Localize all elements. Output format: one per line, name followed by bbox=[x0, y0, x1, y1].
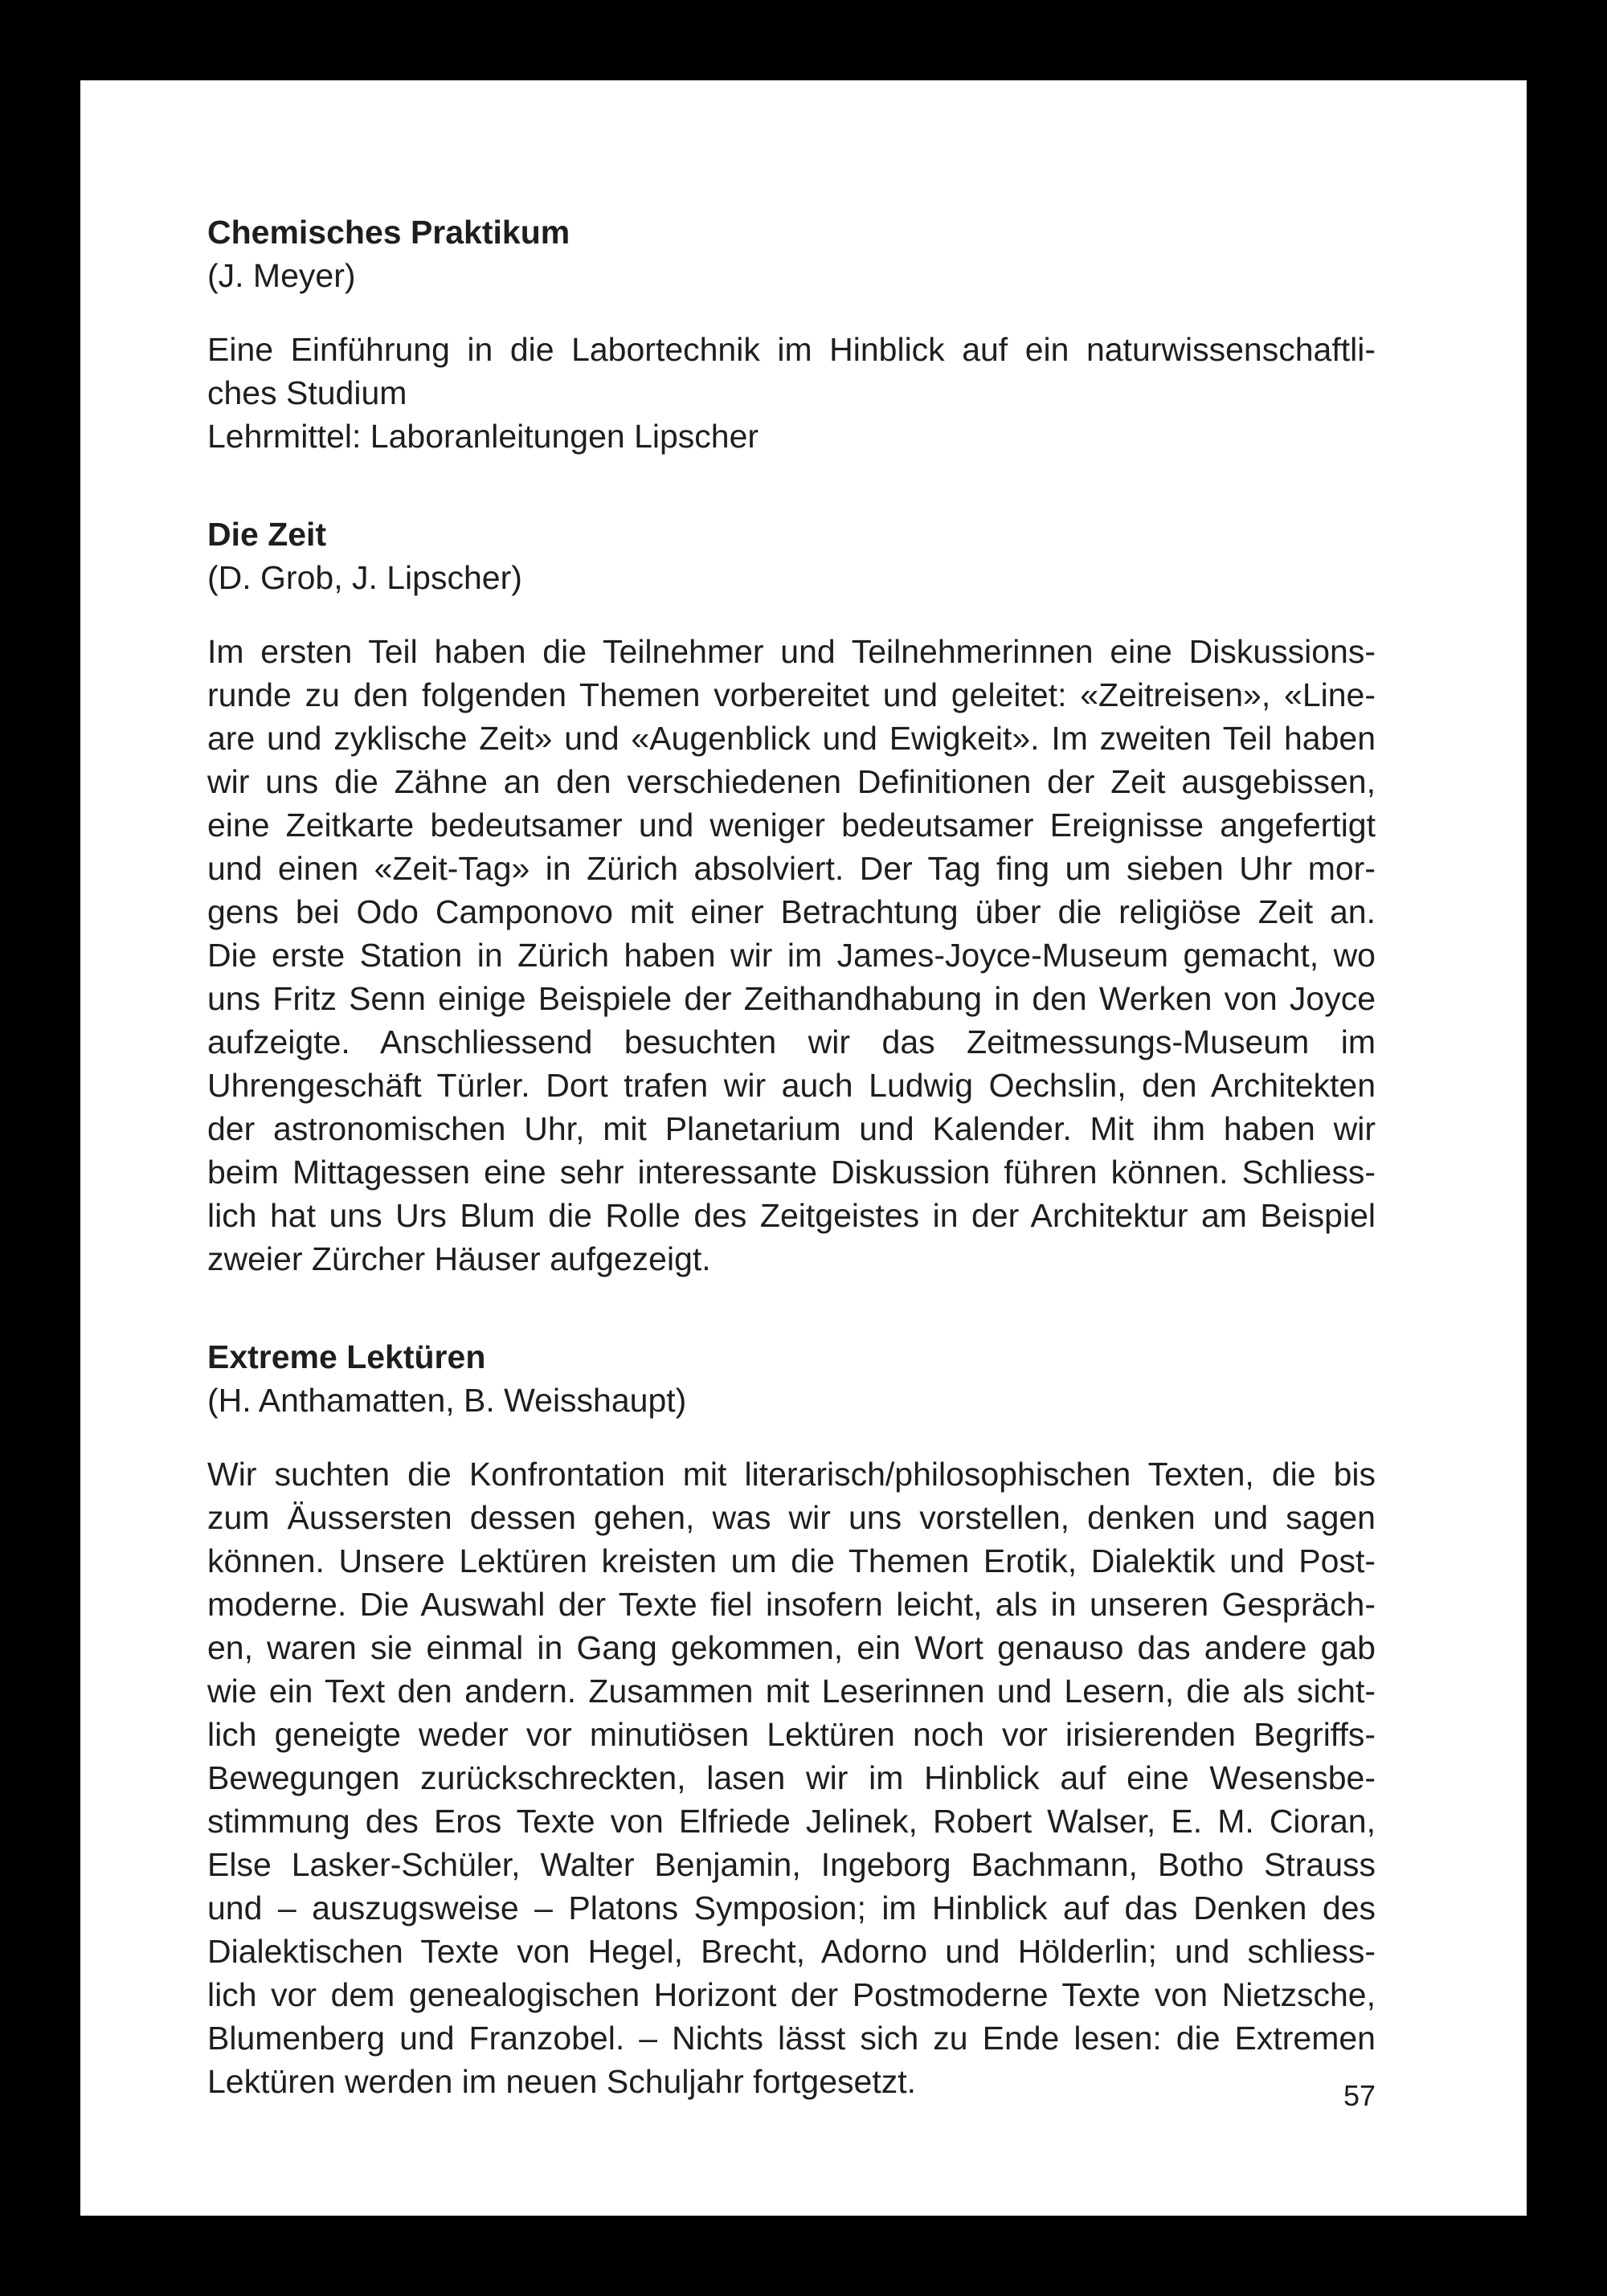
text-line: Uhrengeschäft Türler. Dort trafen wir auch Ludwig Oechslin, den Architekten bbox=[207, 1067, 1376, 1104]
text-line: und – auszugsweise – Platons Symposion; im Hinblick auf das Denken des bbox=[207, 1890, 1376, 1926]
document-page bbox=[80, 80, 1527, 2216]
text-line: runde zu den folgenden Themen vorbereitet und geleitet: «Zeitreisen», «Line- bbox=[207, 676, 1376, 713]
section-authors: (H. Anthamatten, B. Weisshaupt) bbox=[207, 1382, 687, 1419]
section-title: Die Zeit bbox=[207, 516, 327, 553]
text-line: gens bei Odo Camponovo mit einer Betrachtung über die religiöse Zeit an. bbox=[207, 893, 1376, 930]
text-line: Dialektischen Texte von Hegel, Brecht, Adorno und Hölderlin; und schliess- bbox=[207, 1933, 1376, 1970]
text-line: en, waren sie einmal in Gang gekommen, ein Wort genauso das andere gab bbox=[207, 1629, 1376, 1666]
text-line: moderne. Die Auswahl der Texte fiel insofern leicht, als in unseren Gespräch- bbox=[207, 1586, 1376, 1623]
page-content bbox=[207, 210, 1376, 2103]
section-die-zeit bbox=[207, 513, 1376, 1281]
text-line: der astronomischen Uhr, mit Planetarium und Kalender. Mit ihm haben wir bbox=[207, 1110, 1376, 1147]
text-line: ches Studium bbox=[207, 374, 407, 411]
section-title: Chemisches Praktikum bbox=[207, 214, 570, 251]
text-line: Eine Einführung in die Labortechnik im Hinblick auf ein naturwissenschaftli- bbox=[207, 331, 1376, 368]
text-line: zweier Zürcher Häuser aufgezeigt. bbox=[207, 1240, 711, 1277]
text-line: Bewegungen zurückschreckten, lasen wir im Hinblick auf eine Wesensbe- bbox=[207, 1759, 1376, 1796]
text-line: Lehrmittel: Laboranleitungen Lipscher bbox=[207, 418, 759, 455]
text-line: Im ersten Teil haben die Teilnehmer und Teilnehmerinnen eine Diskussions- bbox=[207, 633, 1376, 670]
section-extreme-lektueren bbox=[207, 1335, 1376, 2103]
text-line: und einen «Zeit-Tag» in Zürich absolviert. Der Tag fing um sieben Uhr mor- bbox=[207, 850, 1376, 887]
text-line: Lektüren werden im neuen Schuljahr fortgesetzt. bbox=[207, 2063, 917, 2100]
text-line: lich hat uns Urs Blum die Rolle des Zeitgeistes in der Architektur am Beispiel bbox=[207, 1197, 1376, 1234]
page-number: 57 bbox=[1343, 2079, 1376, 2112]
text-line: Blumenberg und Franzobel. – Nichts lässt sich zu Ende lesen: die Extremen bbox=[207, 2020, 1376, 2057]
section-chemisches-praktikum bbox=[207, 210, 1376, 458]
text-line: Else Lasker-Schüler, Walter Benjamin, Ingeborg Bachmann, Botho Strauss bbox=[207, 1846, 1376, 1883]
text-line: aufzeigte. Anschliessend besuchten wir das Zeitmessungs-Museum im bbox=[207, 1023, 1376, 1060]
text-line: lich geneigte weder vor minutiösen Lektüren noch vor irisierenden Begriffs- bbox=[207, 1716, 1376, 1753]
text-line: eine Zeitkarte bedeutsamer und weniger bedeutsamer Ereignisse angefertigt bbox=[207, 807, 1376, 844]
text-line: wir uns die Zähne an den verschiedenen Definitionen der Zeit ausgebissen, bbox=[207, 763, 1376, 800]
text-line: uns Fritz Senn einige Beispiele der Zeithandhabung in den Werken von Joyce bbox=[207, 980, 1376, 1017]
text-line: beim Mittagessen eine sehr interessante Diskussion führen können. Schliess- bbox=[207, 1154, 1376, 1191]
section-title: Extreme Lektüren bbox=[207, 1338, 486, 1375]
section-authors: (J. Meyer) bbox=[207, 257, 356, 294]
section-authors: (D. Grob, J. Lipscher) bbox=[207, 559, 522, 596]
text-line: zum Äussersten dessen gehen, was wir uns vorstellen, denken und sagen bbox=[207, 1499, 1376, 1536]
text-line: wie ein Text den andern. Zusammen mit Leserinnen und Lesern, die als sicht- bbox=[207, 1673, 1376, 1710]
text-line: stimmung des Eros Texte von Elfriede Jelinek, Robert Walser, E. M. Cioran, bbox=[207, 1803, 1376, 1840]
text-line: lich vor dem genealogischen Horizont der Postmoderne Texte von Nietzsche, bbox=[207, 1976, 1376, 2013]
text-line: Die erste Station in Zürich haben wir im James-Joyce-Museum gemacht, wo bbox=[207, 937, 1376, 974]
text-line: are und zyklische Zeit» und «Augenblick und Ewigkeit». Im zweiten Teil haben bbox=[207, 720, 1376, 757]
text-line: können. Unsere Lektüren kreisten um die Themen Erotik, Dialektik und Post- bbox=[207, 1542, 1376, 1579]
text-line: Wir suchten die Konfrontation mit literarisch/philosophischen Texten, die bis bbox=[207, 1456, 1376, 1493]
